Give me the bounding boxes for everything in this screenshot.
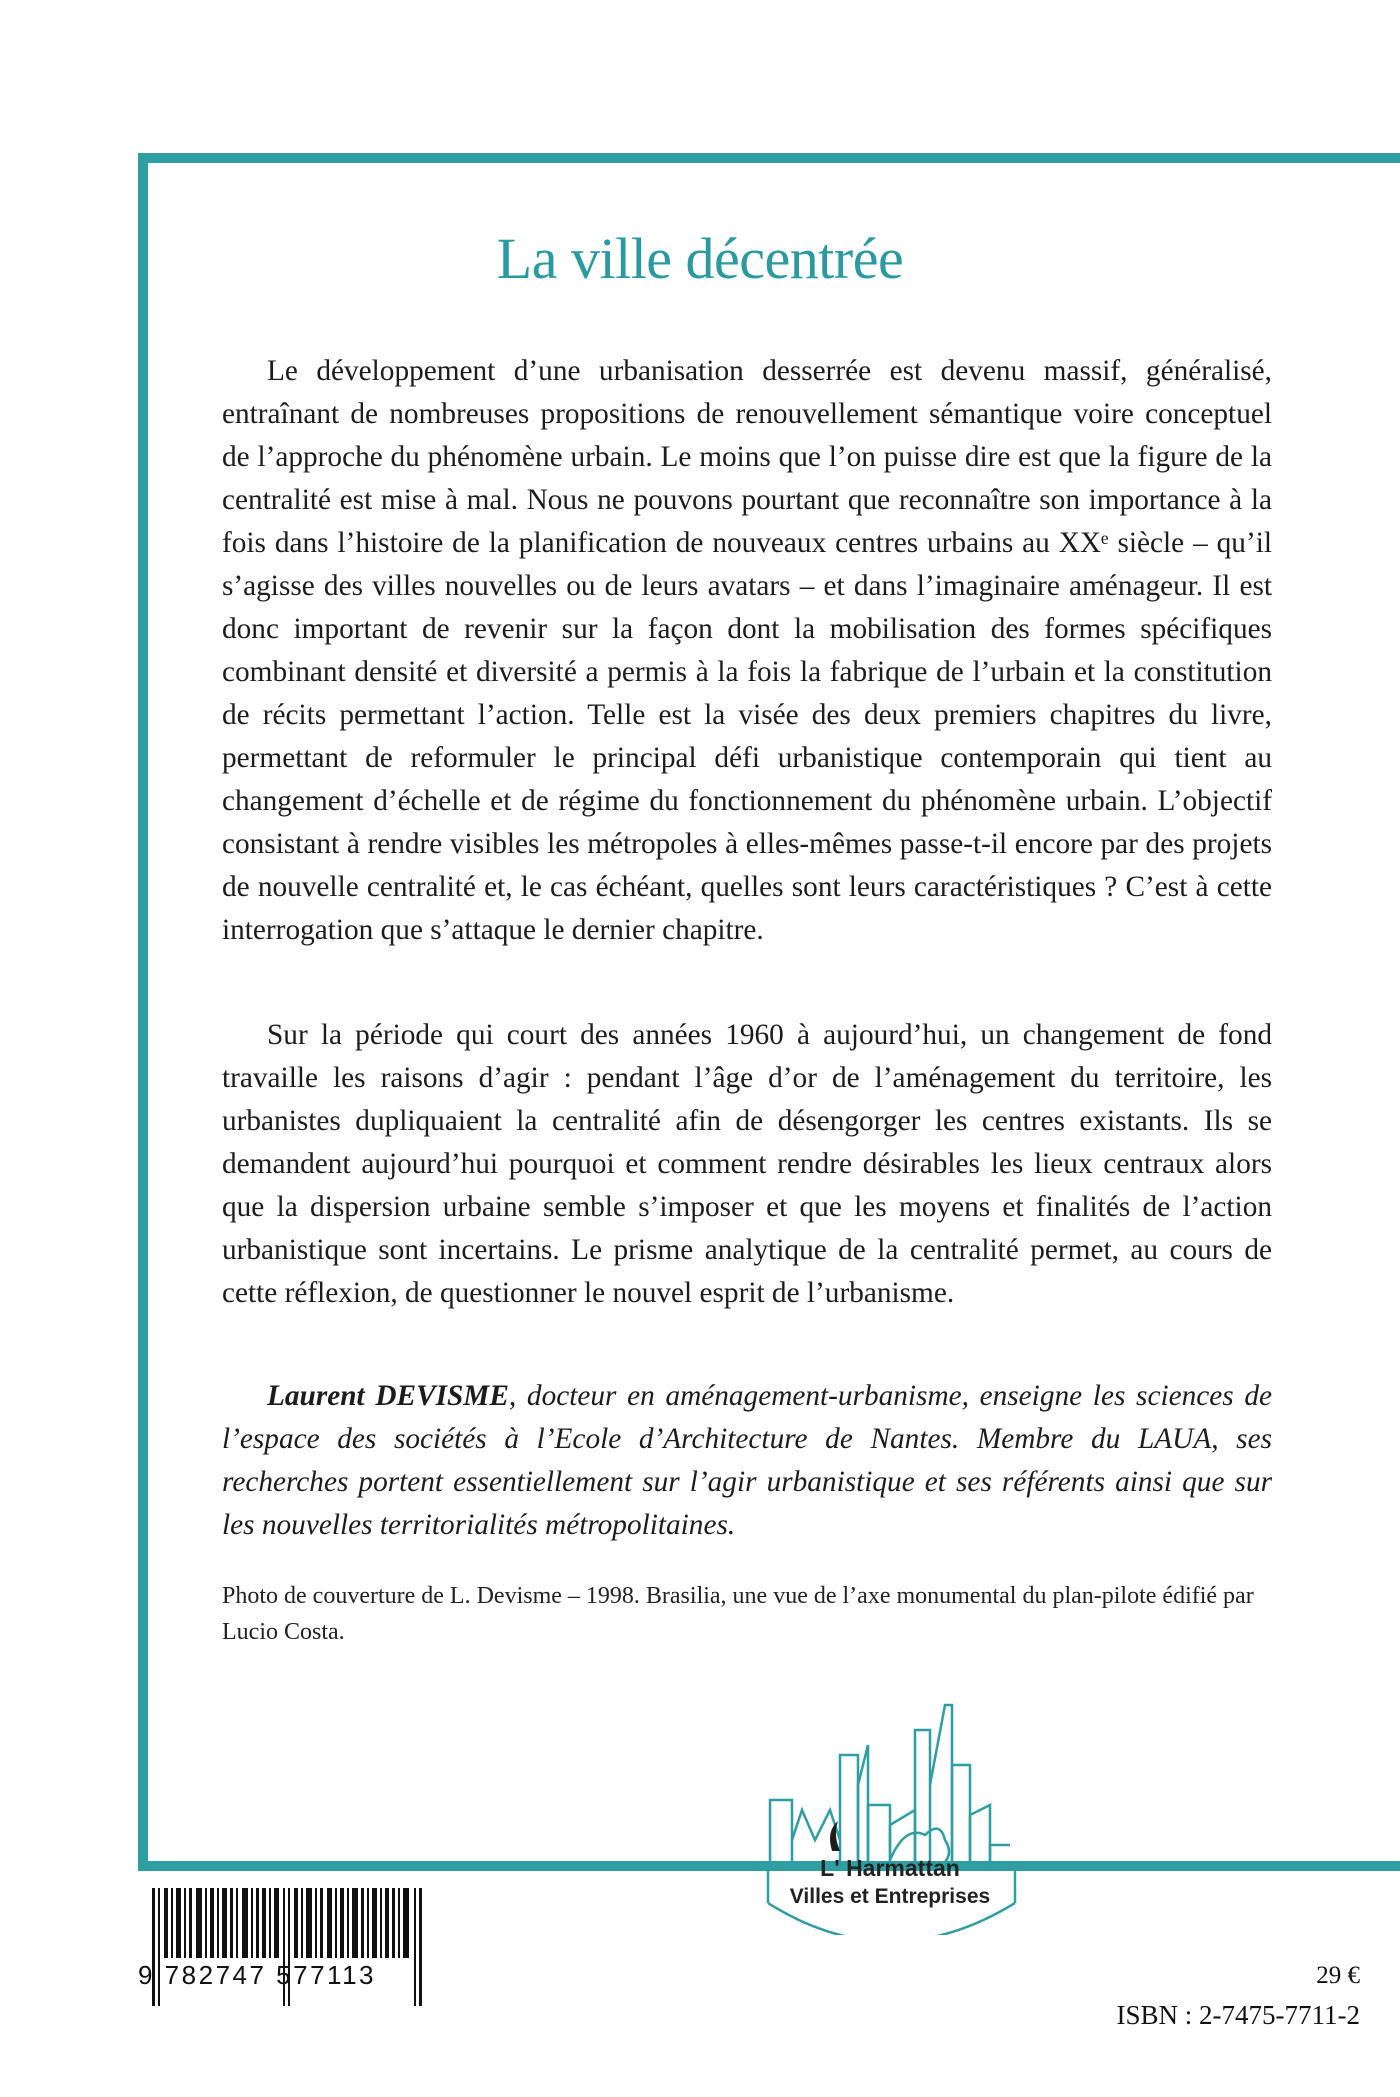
summary-paragraph-1-text: Le développement d’une urbanisation desserrée est devenu massif, généralisé, entraînant de nombreuses propositions de renouvellement sémantique voire conceptuel de l’approche du phénomène urbain. Le moins que l’on puisse dire est que la figure de la centralité est mise à mal. Nous ne pouvons pourtant que reconnaître son importance à la fois dans l’histoire de la planification de nouveaux centres urbains au XXᵉ siècle – qu’il s’agisse des villes nouvelles ou de leurs avatars – et dans l’imaginaire aménageur. Il est donc important de revenir sur la façon dont la mobilisation des formes spécifiques combinant densité et diversité a permis à la fois la fabrique de l’urbain et la constitution de récits permettant l’action. Telle est la visée des deux premiers chapitres du livre, permettant de reformuler le principal défi urbanistique contemporain qui tient au changement d’échelle et de régime du fonctionnement du phénomène urbain. L’objectif consistant à rendre visibles les métropoles à elles-mêmes passe-t-il encore par des projets de nouvelle centralité et, le cas échéant, quelles sont leurs caractéristiques ? C’est à cette interrogation que s’attaque le dernier chapitre. [222,355,1272,946]
author-bio [222,1375,1272,1547]
book-title: La ville décentrée [496,226,904,291]
author-bio-body: , docteur en aménagement-urbanisme, enseigne les sciences de l’espace des sociétés à l’Ecole d’Architecture de Nantes. Membre du LAUA, ses recherches portent essentiellement sur l’agir urbanistique et ses référents ainsi que sur les nouvelles territorialités métropolitaines. [222,1380,1272,1541]
isbn: ISBN : 2-7475-7711-2 [1116,2000,1360,2030]
author-name: Laurent DEVISME [267,1380,509,1412]
summary-paragraph-2-text: Sur la période qui court des années 1960 à aujourd’hui, un changement de fond travaille les raisons d’agir : pendant l’âge d’or de l’aménagement du territoire, les urbanistes dupliquaient la centralité afin de désengorger les centres existants. Ils se demandent aujourd’hui pourquoi et comment rendre désirables les lieux centraux alors que la dispersion urbaine semble s’imposer et que les moyens et finalités de l’action urbanistique sont incertains. Le prisme analytique de la centralité permet, au cours de cette réflexion, de questionner le nouvel esprit de l’urbanisme. [222,1019,1272,1309]
barcode-icon [152,1888,434,2023]
summary-paragraph-1 [222,350,1272,952]
summary-paragraph-2 [222,1014,1272,1315]
author-bio-text [222,1375,1272,1547]
publisher-name: L' Harmattan [820,1855,960,1881]
photo-credit: Photo de couverture de L. Devisme – 1998. Brasilia, une vue de l’axe monumental du plan-pilote édifié par Lucio Costa. [222,1583,1254,1645]
publisher-collection: Villes et Entreprises [789,1885,991,1908]
barcode-digits: 9 782747 577113 [138,1960,376,1990]
publisher-logo [740,1635,1040,1935]
price: 29 € [1316,1962,1360,1989]
